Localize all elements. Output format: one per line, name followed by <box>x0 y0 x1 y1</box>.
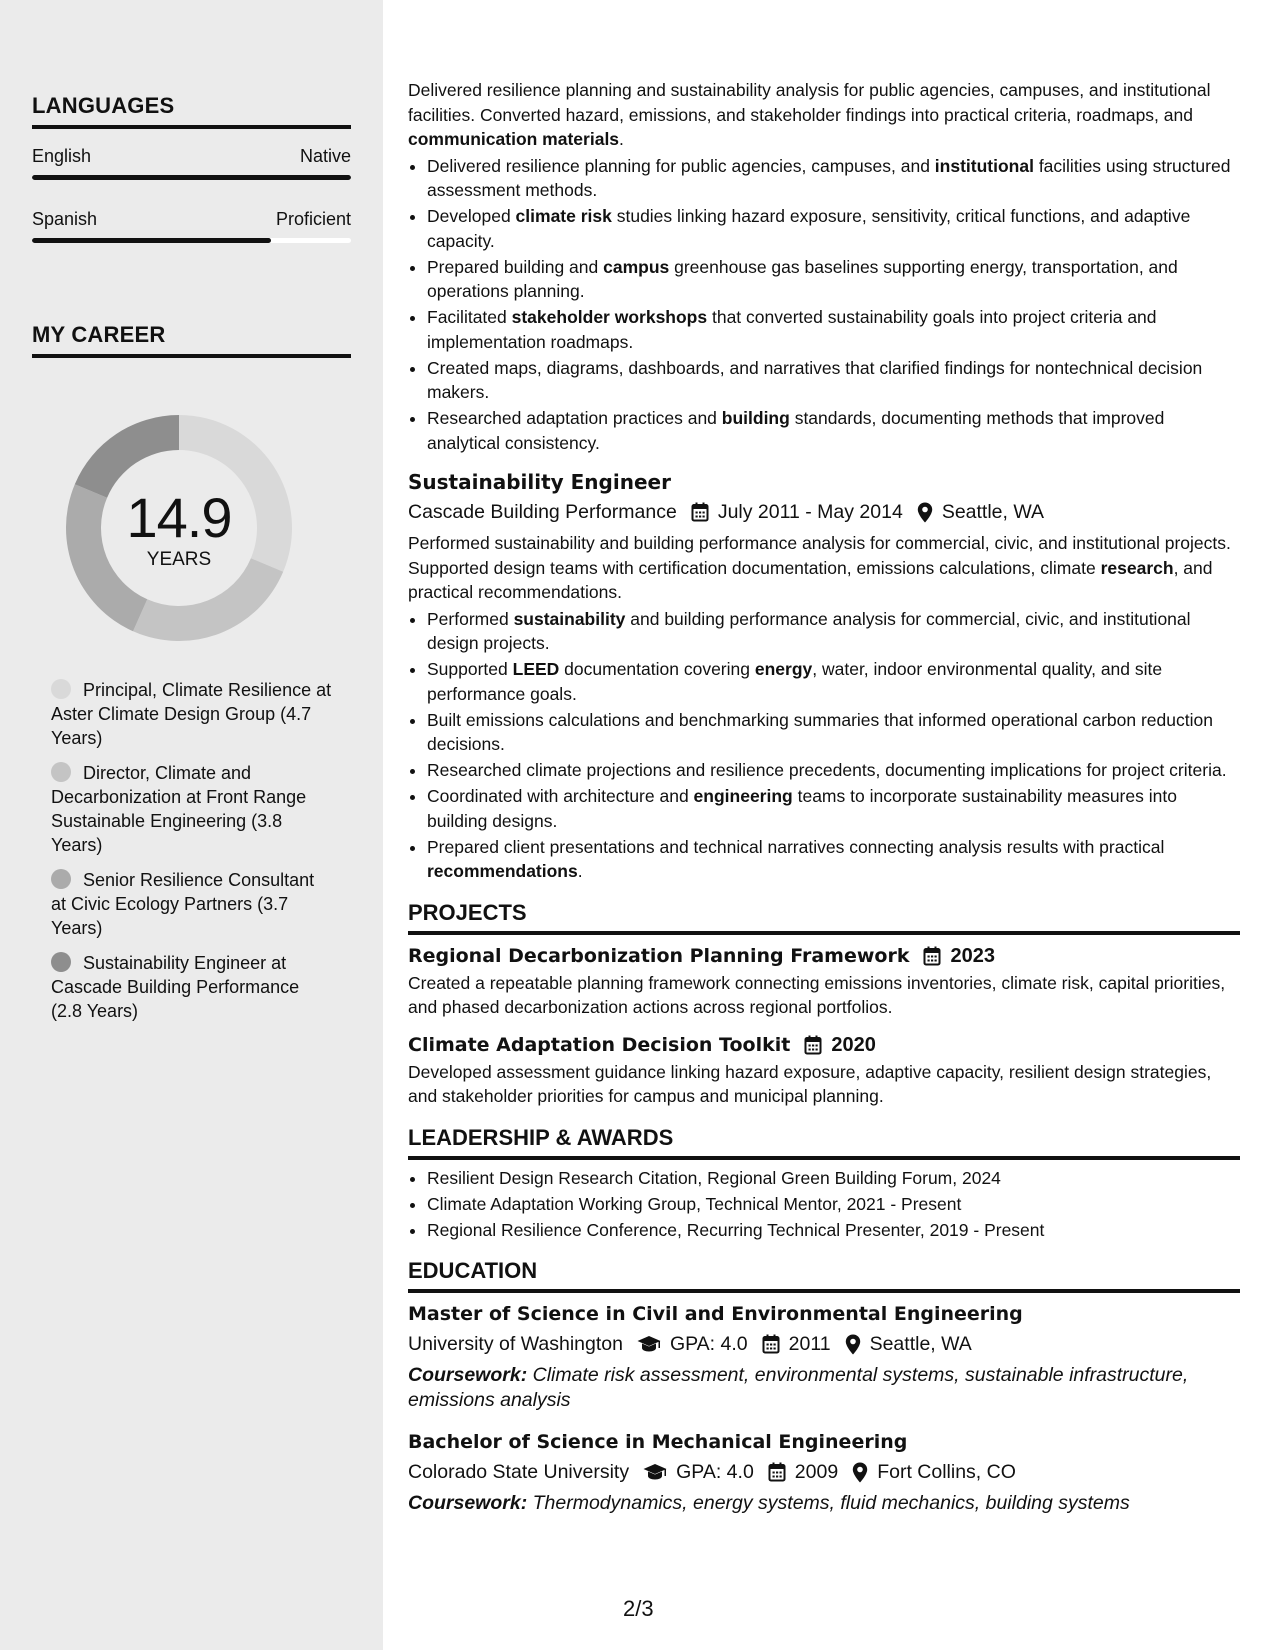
coursework <box>408 1491 1240 1516</box>
bullet-item: • Prepared building and campus greenhouse gas baselines supporting energy, transportation, and operations planning. <box>427 255 1240 304</box>
calendar-icon <box>923 946 941 966</box>
language-name: English <box>32 146 92 166</box>
job-bullets <box>408 154 1240 456</box>
language-proficiency-bar <box>32 238 351 243</box>
graduation-cap-icon <box>643 1463 667 1481</box>
career-years-label: YEARS <box>146 549 212 570</box>
job-location: Seattle, WA <box>941 501 1045 523</box>
bullet-item: • Supported LEED documentation covering energy, water, indoor environmental quality, and site performance goals. <box>427 657 1240 706</box>
graduation-year: 2009 <box>794 1461 839 1483</box>
languages-title: LANGUAGES <box>32 93 351 129</box>
job-title: Sustainability Engineer <box>408 470 671 494</box>
language-level: Native <box>299 146 351 166</box>
bullet-item: • Developed climate risk studies linking hazard exposure, sensitivity, critical functions, and adaptive capacity. <box>427 204 1240 253</box>
language-proficiency-fill <box>32 238 271 243</box>
project-description: Developed assessment guidance linking hazard exposure, adaptive capacity, resilient design strategies, and stakeholder priorities for campus and municipal planning. <box>408 1061 1212 1106</box>
legend-dot-icon <box>51 762 71 782</box>
degree-title: Bachelor of Science in Mechanical Engineering <box>408 1431 908 1453</box>
location-pin-icon <box>852 1462 868 1483</box>
bullet-item: • Created maps, diagrams, dashboards, and narratives that clarified findings for nontechnical decision makers. <box>427 356 1240 405</box>
career-legend-item <box>32 678 332 750</box>
career-donut-chart <box>66 415 292 641</box>
sidebar <box>0 0 383 1650</box>
bullet-item: • Performed sustainability and building performance analysis for commercial, civic, and institutional design projects. <box>427 607 1240 656</box>
main-content <box>408 78 1240 1516</box>
project-year: 2020 <box>831 1033 876 1056</box>
degree-title: Master of Science in Civil and Environmental Engineering <box>408 1303 1023 1325</box>
career-section <box>32 322 351 358</box>
career-legend-label: Sustainability Engineer at Cascade Building Performance (2.8 Years) <box>51 953 300 1021</box>
award-item: • Resilient Design Research Citation, Regional Green Building Forum, 2024 <box>427 1166 1240 1191</box>
project-description: Created a repeatable planning framework connecting emissions inventories, climate risk, capital priorities, and phased decarbonization actions across regional portfolios. <box>408 972 1226 1017</box>
graduation-cap-icon <box>637 1335 661 1353</box>
career-legend-label: Principal, Climate Resilience at Aster Climate Design Group (4.7 Years) <box>51 680 332 748</box>
education-item <box>408 1427 1240 1516</box>
bullet-item: • Prepared client presentations and technical narratives connecting analysis results with practical recommendations. <box>427 835 1240 884</box>
award-item: • Climate Adaptation Working Group, Technical Mentor, 2021 - Present <box>427 1192 1240 1217</box>
coursework-text: Thermodynamics, energy systems, fluid mechanics, building systems <box>532 1492 1130 1514</box>
school-location: Fort Collins, CO <box>877 1461 1016 1483</box>
project-year: 2023 <box>950 944 995 967</box>
calendar-icon <box>768 1462 786 1482</box>
career-legend-label: Director, Climate and Decarbonization at Front Range Sustainable Engineering (3.8 Years) <box>51 763 307 855</box>
language-level: Proficient <box>275 209 351 229</box>
legend-dot-icon <box>51 952 71 972</box>
awards-title: LEADERSHIP & AWARDS <box>408 1123 1240 1160</box>
education-title: EDUCATION <box>408 1256 1240 1293</box>
career-legend-label: Senior Resilience Consultant at Civic Ecology Partners (3.7 Years) <box>51 870 315 938</box>
bullet-item: • Delivered resilience planning for public agencies, campuses, and institutional facilities using structured assessment methods. <box>427 154 1240 203</box>
location-pin-icon <box>845 1334 861 1355</box>
gpa: GPA: 4.0 <box>669 1333 748 1355</box>
location-pin-icon <box>917 502 933 523</box>
graduation-year: 2011 <box>788 1333 831 1355</box>
bullet-item: • Researched climate projections and resilience precedents, documenting implications for project criteria. <box>427 758 1240 783</box>
career-legend-item <box>32 951 332 1023</box>
school-name: Colorado State University <box>408 1461 630 1483</box>
coursework-label: Coursework: <box>408 1364 528 1386</box>
awards-list <box>408 1166 1240 1243</box>
career-legend-item <box>32 761 332 857</box>
award-item: • Regional Resilience Conference, Recurring Technical Presenter, 2019 - Present <box>427 1218 1240 1243</box>
career-title: MY CAREER <box>32 322 351 358</box>
coursework-text: Climate risk assessment, environmental systems, sustainable infrastructure, emissions analysis <box>408 1364 1189 1411</box>
job-summary: Delivered resilience planning and sustainability analysis for public agencies, campuses, and institutional facilities. Converted hazard, emissions, and stakeholder findings into practical criteria, roadmaps, and communication materials. <box>408 80 1211 149</box>
legend-dot-icon <box>51 869 71 889</box>
education-meta <box>408 1457 1240 1487</box>
bullet-item: • Built emissions calculations and benchmarking summaries that informed operational carbon reduction decisions. <box>427 708 1240 757</box>
gpa: GPA: 4.0 <box>676 1461 754 1483</box>
education-item <box>408 1299 1240 1413</box>
project-item <box>408 1030 1240 1109</box>
coursework <box>408 1363 1240 1413</box>
job-meta <box>408 497 1240 527</box>
career-legend-item <box>32 868 332 940</box>
school-location: Seattle, WA <box>869 1333 972 1355</box>
job-company: Cascade Building Performance <box>408 501 677 523</box>
language-name: Spanish <box>32 209 98 229</box>
project-name: Regional Decarbonization Planning Framework <box>408 944 910 967</box>
job-bullets <box>408 607 1240 884</box>
page-number: 2/3 <box>623 1596 654 1621</box>
projects-title: PROJECTS <box>408 898 1240 935</box>
languages-section <box>32 93 351 272</box>
career-total-years: 14.9 <box>126 486 232 549</box>
job-summary: Performed sustainability and building performance analysis for commercial, civic, and institutional projects. Supported design teams with certification documentation, emissions calculations, climate research, and practical recommendations. <box>408 533 1231 602</box>
bullet-item: • Researched adaptation practices and building standards, documenting methods that improved analytical consistency. <box>427 406 1240 455</box>
language-item <box>32 146 351 180</box>
school-name: University of Washington <box>408 1333 623 1355</box>
job-dates: July 2011 - May 2014 <box>717 501 903 523</box>
legend-dot-icon <box>51 679 71 699</box>
career-legend <box>32 678 332 1034</box>
project-name: Climate Adaptation Decision Toolkit <box>408 1033 791 1056</box>
calendar-icon <box>691 502 709 522</box>
education-meta <box>408 1329 1240 1359</box>
bullet-item: • Facilitated stakeholder workshops that converted sustainability goals into project criteria and implementation roadmaps. <box>427 305 1240 354</box>
bullet-item: • Coordinated with architecture and engineering teams to incorporate sustainability measures into building designs. <box>427 784 1240 833</box>
project-item <box>408 941 1240 1020</box>
language-proficiency-fill <box>32 175 351 180</box>
coursework-label: Coursework: <box>408 1492 528 1514</box>
calendar-icon <box>804 1035 822 1055</box>
language-proficiency-bar <box>32 175 351 180</box>
language-item <box>32 209 351 243</box>
calendar-icon <box>762 1334 780 1354</box>
